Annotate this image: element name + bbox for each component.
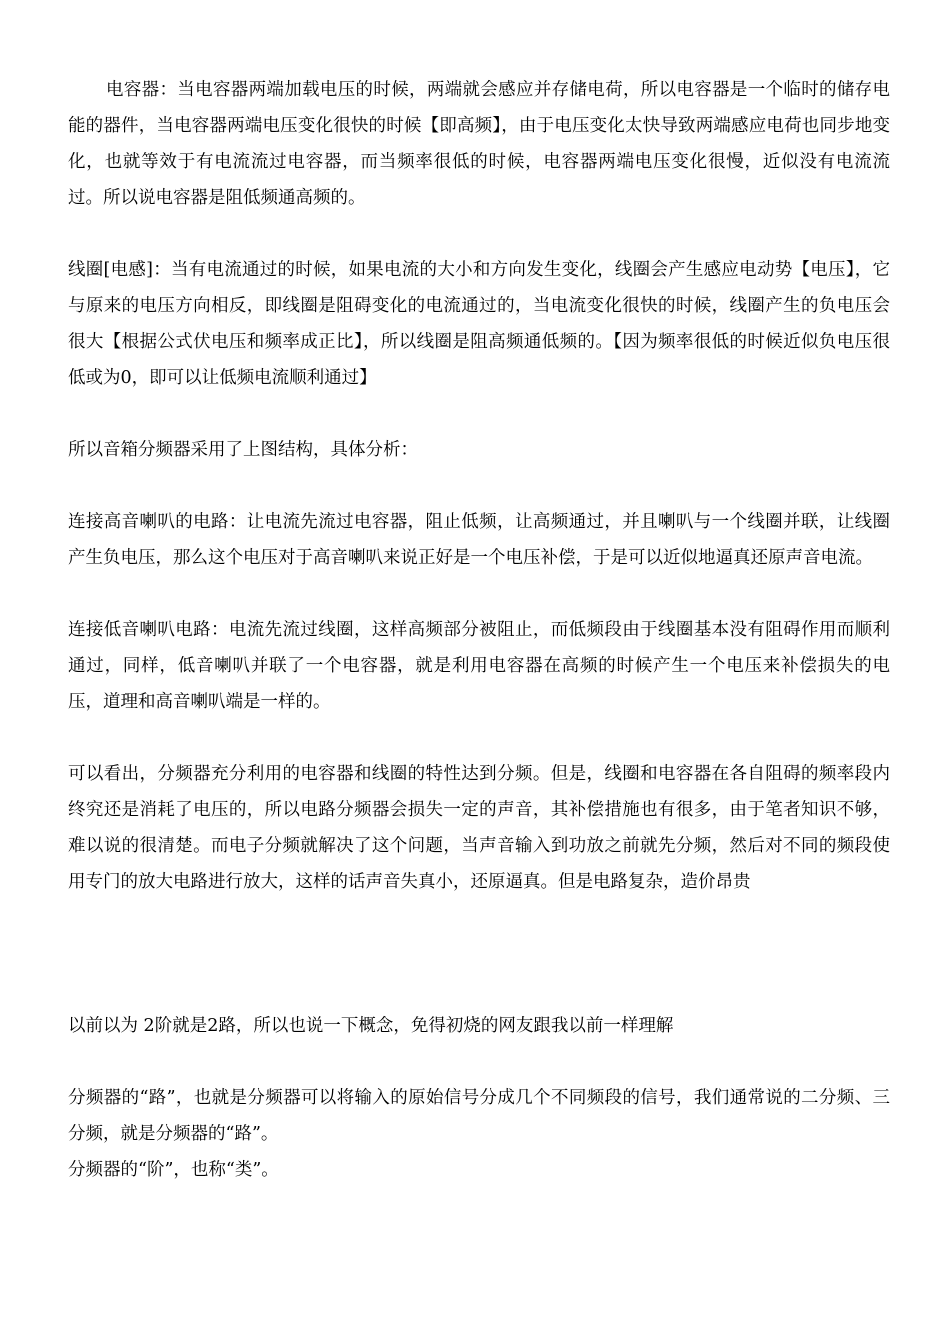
paragraph-conclusion: 可以看出，分频器充分利用的电容器和线圈的特性达到分频。但是，线圈和电容器在各自阻碍的频率段内终究还是消耗了电压的，所以电路分频器会损失一定的声音，其补偿措施也有很多，由于笔者知识不够，难以说的很清楚。而电子分频就解决了这个问题，当声音输入到功放之前就先分频，然后对不同的频段使用专门的放大电路进行放大，这样的话声音失真小，还原逼真。但是电路复杂，造价昂贵 — [68, 764, 890, 892]
paragraph-order-note: 以前以为 2阶就是2路，所以也说一下概念，免得初烧的网友跟我以前一样理解 — [68, 1016, 674, 1036]
paragraph-order-definition: 分频器的“阶”，也称“类”。 — [68, 1160, 279, 1180]
document-page — [68, 72, 890, 1188]
paragraph-inductor: 线圈[电感]：当有电流通过的时候，如果电流的大小和方向发生变化，线圈会产生感应电动势【电压】，它与原来的电压方向相反，即线圈是阻碍变化的电流通过的，当电流变化很快的时候，线圈产生的负电压会很大【根据公式伏电压和频率成正比】，所以线圈是阻高频通低频的。【因为频率很低的时候近似负电压很低或为0，即可以让低频电流顺利通过】 — [68, 260, 890, 388]
paragraph-tweeter-circuit: 连接高音喇叭的电路：让电流先流过电容器，阻止低频，让高频通过，并且喇叭与一个线圈并联，让线圈产生负电压，那么这个电压对于高音喇叭来说正好是一个电压补偿，于是可以近似地逼真还原声音电流。 — [68, 512, 890, 568]
paragraph-woofer-circuit: 连接低音喇叭电路：电流先流过线圈，这样高频部分被阻止，而低频段由于线圈基本没有阻碍作用而顺利通过，同样，低音喇叭并联了一个电容器，就是利用电容器在高频的时候产生一个电压来补偿损失的电压，道理和高音喇叭端是一样的。 — [68, 620, 890, 712]
paragraph-capacitor: 电容器：当电容器两端加载电压的时候，两端就会感应并存储电荷，所以电容器是一个临时的储存电能的器件，当电容器两端电压变化很快的时候【即高频】，由于电压变化太快导致两端感应电荷也同步地变化，也就等效于有电流流过电容器，而当频率很低的时候，电容器两端电压变化很慢，近似没有电流流过。所以说电容器是阻低频通高频的。 — [68, 80, 890, 208]
paragraph-way-definition: 分频器的“路”，也就是分频器可以将输入的原始信号分成几个不同频段的信号，我们通常说的二分频、三分频，就是分频器的“路”。 — [68, 1088, 890, 1144]
paragraph-crossover-intro: 所以音箱分频器采用了上图结构，具体分析： — [68, 440, 418, 460]
